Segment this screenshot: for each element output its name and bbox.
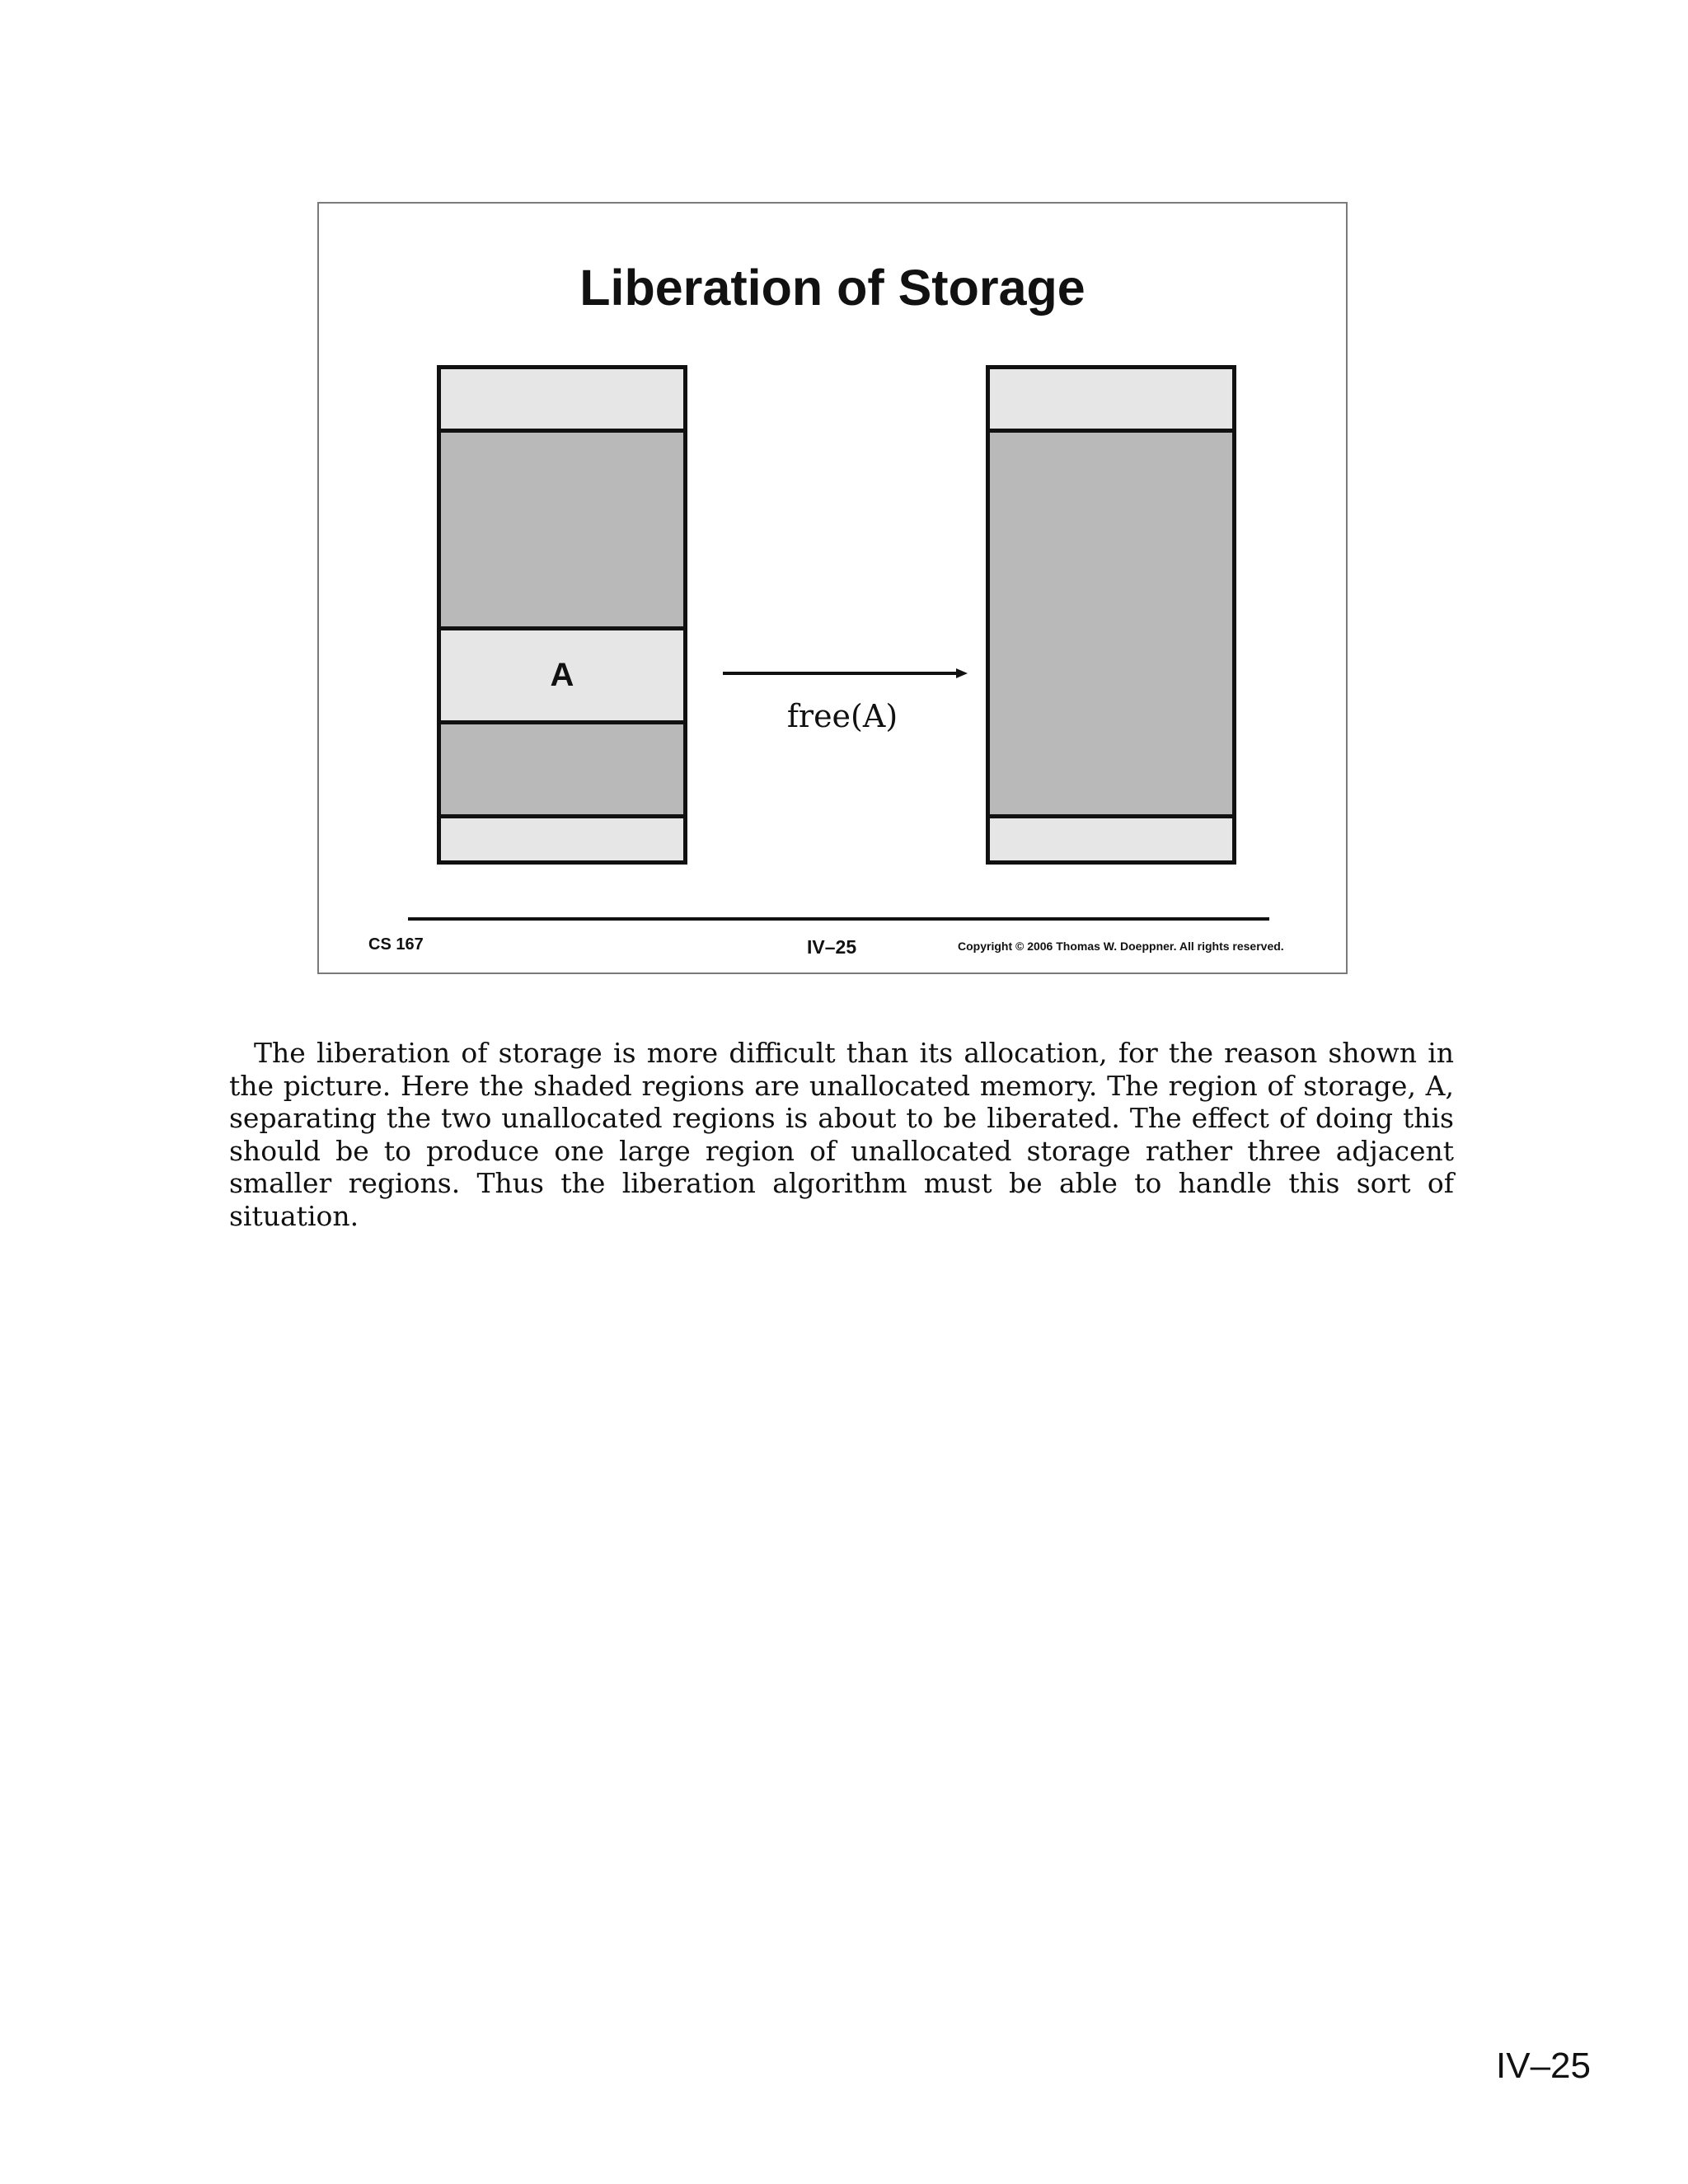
memory-segment-allocated — [990, 369, 1232, 429]
memory-segment-allocated — [441, 814, 683, 860]
page-number: IV–25 — [1496, 2046, 1591, 2086]
slide-figure — [317, 202, 1348, 974]
memory-after-column — [986, 365, 1236, 865]
memory-before-column — [437, 365, 687, 865]
free-arrow-icon — [721, 665, 968, 682]
slide-title: Liberation of Storage — [579, 260, 1085, 316]
memory-segment-a — [441, 626, 683, 720]
memory-segment-unallocated — [441, 429, 683, 626]
footer-copyright: Copyright © 2006 Thomas W. Doeppner. All rights reserved. — [958, 940, 1284, 953]
footer-course: CS 167 — [368, 935, 424, 954]
memory-segment-unallocated-merged — [990, 429, 1232, 814]
memory-segment-allocated — [441, 369, 683, 429]
arrow-label: free(A) — [786, 698, 898, 734]
segment-a-label: A — [550, 657, 574, 693]
footer-slide-number: IV–25 — [807, 936, 857, 958]
memory-segment-unallocated — [441, 720, 683, 814]
memory-segment-allocated — [990, 814, 1232, 860]
body-paragraph: The liberation of storage is more difficult than its allocation, for the reason shown in the picture. Here the shaded regions are unallocated memory. The region of storage, A, separating the two unallocated regions is about to be liberated. The effect of doing this should be to produce one large region of unallocated storage rather three adjacent smaller regions. Thus the liberation algorithm must be able to handle this sort of situation. — [229, 1037, 1454, 1232]
footer-divider — [408, 917, 1269, 921]
